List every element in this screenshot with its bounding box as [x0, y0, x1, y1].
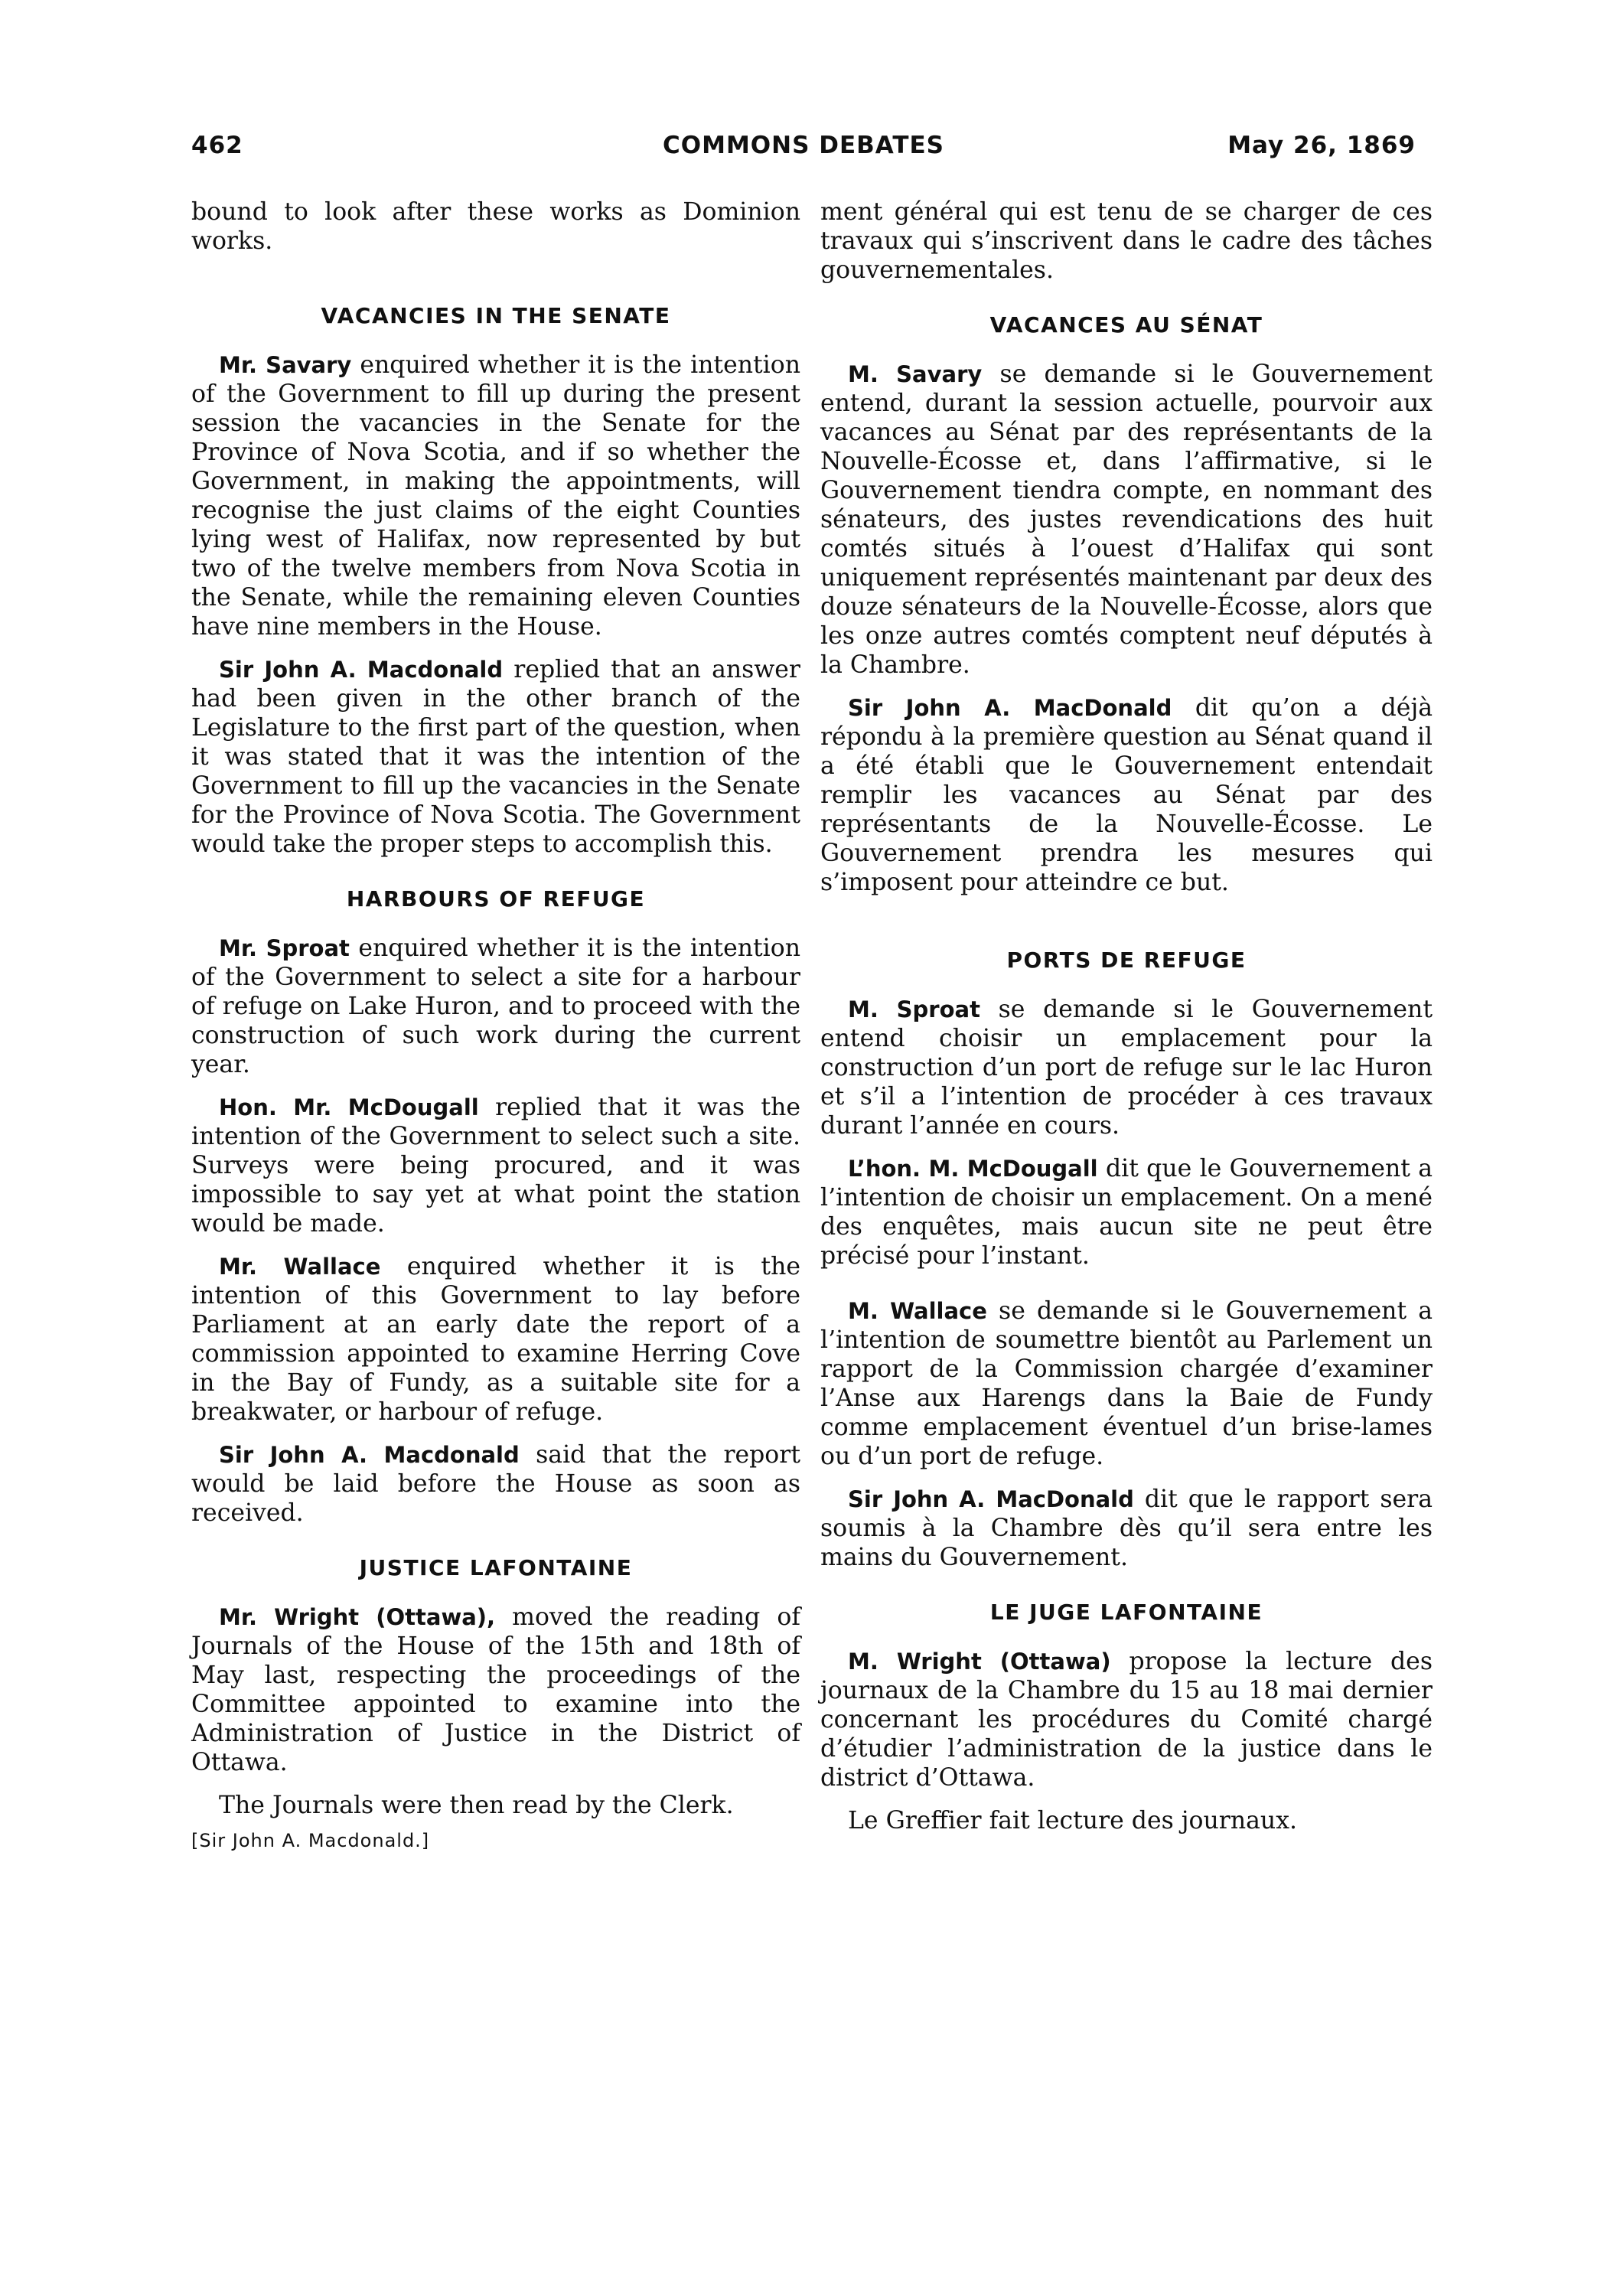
section-heading-justice: LE JUGE LAFONTAINE [989, 1600, 1263, 1625]
speech-text: replied that an answer had been given in the other branch of the Legislature to the first part of the question, when it was stated that it was the intention of the Government to fill up the vacancies in the Senate for the Province of Nova Scotia. The Government would take the proper steps to accomplish this. [191, 656, 800, 858]
paragraph-wallace [820, 1296, 1433, 1471]
paragraph-journals-read: The Journals were then read by the Clerk. [219, 1792, 734, 1819]
speaker-name: Mr. Sproat [219, 935, 350, 961]
speech-text: propose la lecture des journaux de la Chambre du 15 au 18 mai dernier concernant les procédures du Comité chargé d’étudier l’administration de la justice dans le district d’Ottawa. [820, 1648, 1433, 1792]
speaker-name: M. Wright (Ottawa) [848, 1649, 1111, 1675]
paragraph-sproat [191, 934, 800, 1079]
speaker-name: Hon. Mr. McDougall [219, 1094, 479, 1120]
publication-title: COMMONS DEBATES [663, 132, 944, 159]
speech-text: said that the report would be laid before the House as soon as received. [191, 1441, 800, 1527]
speaker-name: Mr. Wallace [219, 1254, 381, 1280]
paragraph-savary [191, 351, 800, 641]
speech-text: dit que le rapport sera soumis à la Chambre dès qu’il sera entre les mains du Gouvernement. [820, 1486, 1433, 1571]
paragraph-macdonald-reply [820, 693, 1433, 897]
section-heading-harbours: PORTS DE REFUGE [1006, 947, 1247, 973]
paragraph-wright [820, 1647, 1433, 1792]
speaker-footnote: [Sir John A. Macdonald.] [191, 1830, 430, 1851]
paragraph-journals-read: Le Greffier fait lecture des journaux. [848, 1807, 1297, 1835]
speaker-name: Sir John A. MacDonald [848, 695, 1172, 721]
paragraph-savary [820, 360, 1433, 680]
paragraph-wallace [191, 1252, 800, 1427]
section-heading-justice: JUSTICE LAFONTAINE [359, 1555, 633, 1580]
speech-text: se demande si le Gouvernement a l’intention de soumettre bientôt au Parlement un rapport de la Commission chargée d’examiner l’Anse aux Harengs dans la Baie de Fundy comme emplacement éventuel d’un brise-lames ou d’un port de refuge. [820, 1297, 1433, 1470]
page-number: 462 [191, 132, 243, 159]
speech-text: enquired whether it is the intention of this Government to lay before Parliament at an early date the report of a commission appointed to examine Herring Cove in the Bay of Fundy, as a suitable site for a breakwater, or harbour of refuge. [191, 1253, 800, 1426]
english-column [191, 197, 800, 1855]
speaker-name: M. Wallace [848, 1298, 987, 1324]
intro-paragraph: bound to look after these works as Dominion works. [191, 198, 800, 255]
paragraph-macdonald-reply [191, 655, 800, 859]
speech-text: se demande si le Gouvernement entend choisir un emplacement pour la construction d’un port de refuge sur le lac Huron et s’il a l’intention de procéder à ces travaux durant l’année en cours. [820, 996, 1433, 1140]
speaker-name: L’hon. M. McDougall [848, 1156, 1098, 1182]
speaker-name: Mr. Savary [219, 352, 352, 378]
speaker-name: Sir John A. Macdonald [219, 1442, 520, 1468]
paragraph-mcdougall [191, 1093, 800, 1238]
speech-text: enquired whether it is the intention of the Government to fill up during the present session the vacancies in the Senate for the Province of Nova Scotia, and if so whether the Government, in making the appointments, will recognise the just claims of the eight Counties lying west of Halifax, now represented by but two of the twelve members from Nova Scotia in the Senate, while the remaining eleven Counties have nine members in the House. [191, 351, 800, 641]
section-heading-harbours: HARBOURS OF REFUGE [346, 886, 646, 912]
speech-text: moved the reading of Journals of the House of the 15th and 18th of May last, respecting the proceedings of the Committee appointed to examine into the Administration of Justice in the District of Ottawa. [191, 1603, 800, 1776]
speaker-name: M. Sproat [848, 996, 980, 1022]
paragraph-macdonald-report [820, 1485, 1433, 1572]
intro-paragraph: ment général qui est tenu de se charger de ces travaux qui s’inscrivent dans le cadre des tâches gouvernementales. [820, 198, 1433, 284]
paragraph-sproat [820, 995, 1433, 1140]
page-date: May 26, 1869 [1227, 132, 1416, 159]
page-header [191, 132, 1416, 170]
speaker-name: M. Savary [848, 361, 983, 387]
speech-text: dit qu’on a déjà répondu à la première question au Sénat quand il a été établi que le Gouvernement entendait remplir les vacances au Sénat par des représentants de la Nouvelle-Écosse. Le Gouvernement prendra les mesures qui s’imposent pour atteindre ce but. [820, 694, 1433, 896]
french-column [820, 197, 1433, 1835]
section-heading-senate: VACANCIES IN THE SENATE [321, 303, 671, 328]
paragraph-mcdougall [820, 1154, 1433, 1270]
paragraph-wright [191, 1603, 800, 1777]
speech-text: enquired whether it is the intention of the Government to select a site for a harbour of refuge on Lake Huron, and to proceed with the construction of such work during the current year. [191, 934, 800, 1078]
section-heading-senate: VACANCES AU SÉNAT [989, 312, 1263, 338]
speech-text: dit que le Gouvernement a l’intention de choisir un emplacement. On a mené des enquêtes, mais aucun site ne peut être précisé pour l’instant. [820, 1155, 1433, 1270]
speaker-name: Sir John A. MacDonald [848, 1486, 1134, 1512]
speech-text: se demande si le Gouvernement entend, durant la session actuelle, pourvoir aux vacances au Sénat par des représentants de la Nouvelle-Écosse et, dans l’affirmative, si le Gouvernement tiendra compte, en nommant des sénateurs, des justes revendications des huit comtés situés à l’ouest d’Halifax qui sont uniquement représentés maintenant par deux des douze sénateurs de la Nouvelle-Écosse, alors que les onze autres comtés comptent neuf députés à la Chambre. [820, 360, 1433, 679]
paragraph-macdonald-report [191, 1440, 800, 1528]
speaker-name: Sir John A. Macdonald [219, 657, 504, 683]
speech-text: replied that it was the intention of the Government to select such a site. Surveys were being procured, and it was impossible to say yet at what point the station would be made. [191, 1094, 801, 1238]
speaker-name: Mr. Wright (Ottawa), [219, 1604, 496, 1630]
